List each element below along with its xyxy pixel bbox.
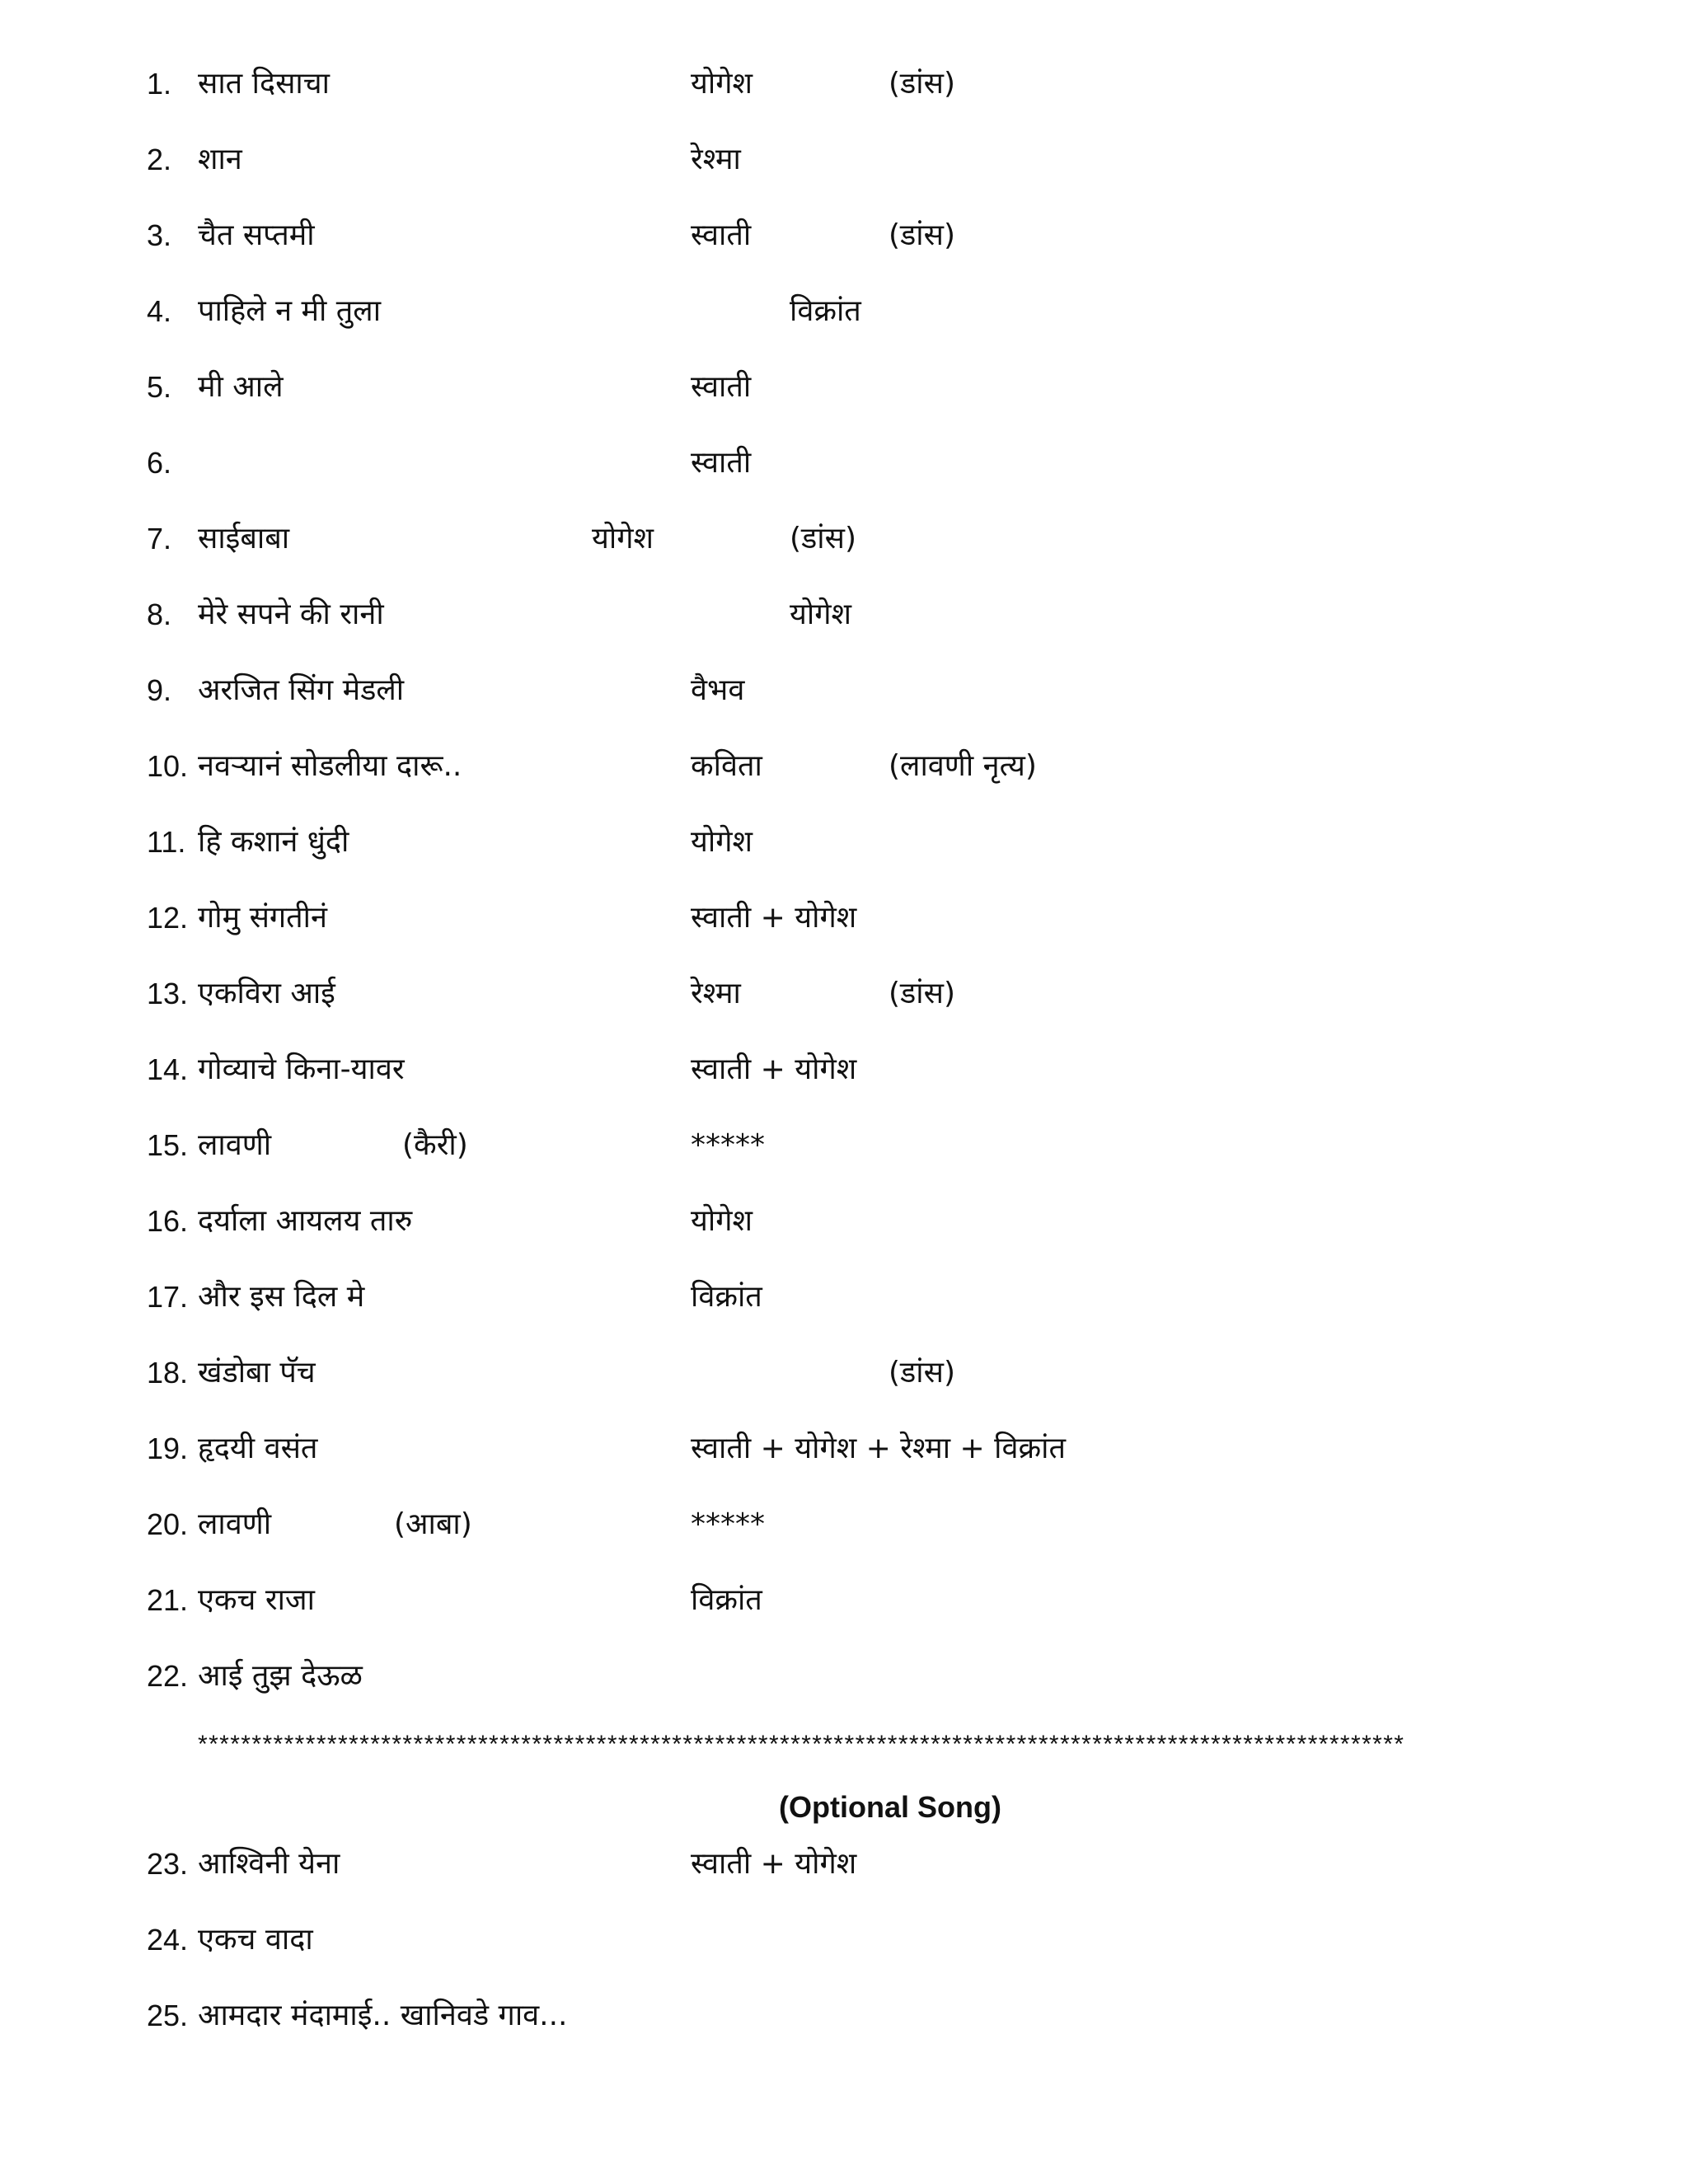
song-row — [0, 666, 1688, 715]
song-number: 4. — [147, 294, 172, 328]
song-title: हि कशानं धुंदी — [198, 825, 349, 859]
song-row — [0, 1991, 1688, 2041]
song-row — [0, 438, 1688, 488]
song-title: आई तुझ देऊळ — [198, 1659, 363, 1693]
song-singer: रेश्मा — [691, 977, 741, 1010]
song-singer: ***** — [691, 1128, 765, 1162]
song-note: (डांस) — [889, 1356, 956, 1390]
song-row — [0, 1197, 1688, 1246]
song-title: लावणी — [198, 1128, 272, 1162]
optional-song-heading: (Optional Song) — [779, 1790, 1001, 1824]
song-singer: रेश्मा — [691, 143, 741, 176]
song-title: आमदार मंदामाई.. खानिवडे गाव... — [198, 1999, 568, 2032]
song-singer: कविता — [691, 749, 762, 783]
song-number: 24. — [147, 1923, 189, 1957]
song-title: मी आले — [198, 370, 284, 404]
song-number: 9. — [147, 673, 172, 707]
song-number: 7. — [147, 522, 172, 555]
song-number: 20. — [147, 1507, 189, 1541]
song-singer: स्वाती + योगेश — [691, 901, 857, 935]
song-title: अरजित सिंग मेडली — [198, 673, 405, 707]
song-number: 6. — [147, 446, 172, 480]
song-number: 18. — [147, 1356, 189, 1390]
song-row — [0, 742, 1688, 791]
song-subtitle: (आबा) — [394, 1507, 472, 1541]
song-note: (डांस) — [889, 67, 956, 101]
song-title: एकविरा आई — [198, 977, 335, 1010]
song-number: 17. — [147, 1280, 189, 1314]
song-title: हृदयी वसंत — [198, 1432, 318, 1465]
song-number: 14. — [147, 1052, 189, 1086]
song-title: गोमु संगतीनं — [198, 901, 327, 935]
song-row — [0, 1840, 1688, 1889]
song-number: 3. — [147, 218, 172, 252]
song-row — [0, 1348, 1688, 1398]
song-number: 25. — [147, 1999, 189, 2032]
song-number: 2. — [147, 143, 172, 176]
song-row — [0, 818, 1688, 867]
song-title: एकच वादा — [198, 1923, 313, 1957]
song-row — [0, 59, 1688, 109]
song-number: 16. — [147, 1204, 189, 1238]
song-singer: स्वाती — [691, 370, 752, 404]
separator-line: **************************************************************************************************************** — [198, 1731, 1405, 1758]
song-row — [0, 893, 1688, 943]
song-title: एकच राजा — [198, 1583, 315, 1617]
song-singer: वैभव — [691, 673, 745, 707]
song-row — [0, 1576, 1688, 1625]
song-note: (लावणी नृत्य) — [889, 749, 1037, 783]
song-title: आश्विनी येना — [198, 1847, 340, 1881]
song-row — [0, 363, 1688, 412]
song-number: 19. — [147, 1432, 189, 1465]
song-number: 10. — [147, 749, 189, 783]
song-number: 15. — [147, 1128, 189, 1162]
song-row — [0, 1500, 1688, 1549]
song-singer: विक्रांत — [691, 1280, 762, 1314]
song-number: 5. — [147, 370, 172, 404]
song-singer: स्वाती + योगेश — [691, 1052, 857, 1086]
song-title: नवऱ्यानं सोडलीया दारू.. — [198, 749, 462, 783]
song-row — [0, 1272, 1688, 1322]
song-row — [0, 590, 1688, 640]
song-row — [0, 1915, 1688, 1965]
song-singer: योगेश — [691, 825, 753, 859]
song-title: खंडोबा पॅच — [198, 1356, 316, 1390]
song-note: (डांस) — [889, 218, 956, 252]
song-title: और इस दिल मे — [198, 1280, 365, 1314]
song-number: 11. — [147, 825, 186, 859]
song-singer: स्वाती — [691, 218, 752, 252]
song-number: 22. — [147, 1659, 189, 1693]
song-title: चैत सप्तमी — [198, 218, 315, 252]
song-singer: विक्रांत — [790, 294, 861, 328]
song-singer: योगेश — [790, 598, 851, 631]
song-title: पाहिले न मी तुला — [198, 294, 382, 328]
song-title: लावणी — [198, 1507, 272, 1541]
song-row — [0, 1652, 1688, 1701]
song-singer: योगेश — [592, 522, 654, 555]
song-number: 23. — [147, 1847, 189, 1881]
song-subtitle: (कैरी) — [402, 1128, 468, 1162]
song-row — [0, 1045, 1688, 1094]
song-singer: विक्रांत — [691, 1583, 762, 1617]
song-row — [0, 1121, 1688, 1170]
song-row — [0, 135, 1688, 185]
song-number: 12. — [147, 901, 189, 935]
song-note: (डांस) — [889, 977, 956, 1010]
song-title: गोव्याचे किना-यावर — [198, 1052, 405, 1086]
song-title: शान — [198, 143, 242, 176]
song-singer: स्वाती + योगेश + रेश्मा + विक्रांत — [691, 1432, 1067, 1465]
song-number: 8. — [147, 598, 172, 631]
song-singer: स्वाती — [691, 446, 752, 480]
song-title: साईबाबा — [198, 522, 290, 555]
song-row — [0, 1424, 1688, 1474]
song-title: मेरे सपने की रानी — [198, 598, 384, 631]
song-row — [0, 287, 1688, 336]
song-row — [0, 969, 1688, 1019]
song-number: 1. — [147, 67, 172, 101]
song-title: दर्याला आयलय तारु — [198, 1204, 413, 1238]
song-row — [0, 514, 1688, 564]
song-title: सात दिसाचा — [198, 67, 330, 101]
song-singer: स्वाती + योगेश — [691, 1847, 857, 1881]
song-number: 13. — [147, 977, 189, 1010]
song-singer: योगेश — [691, 1204, 753, 1238]
song-row — [0, 211, 1688, 260]
song-singer: ***** — [691, 1507, 765, 1541]
song-note: (डांस) — [790, 522, 857, 555]
song-number: 21. — [147, 1583, 189, 1617]
song-singer: योगेश — [691, 67, 753, 101]
